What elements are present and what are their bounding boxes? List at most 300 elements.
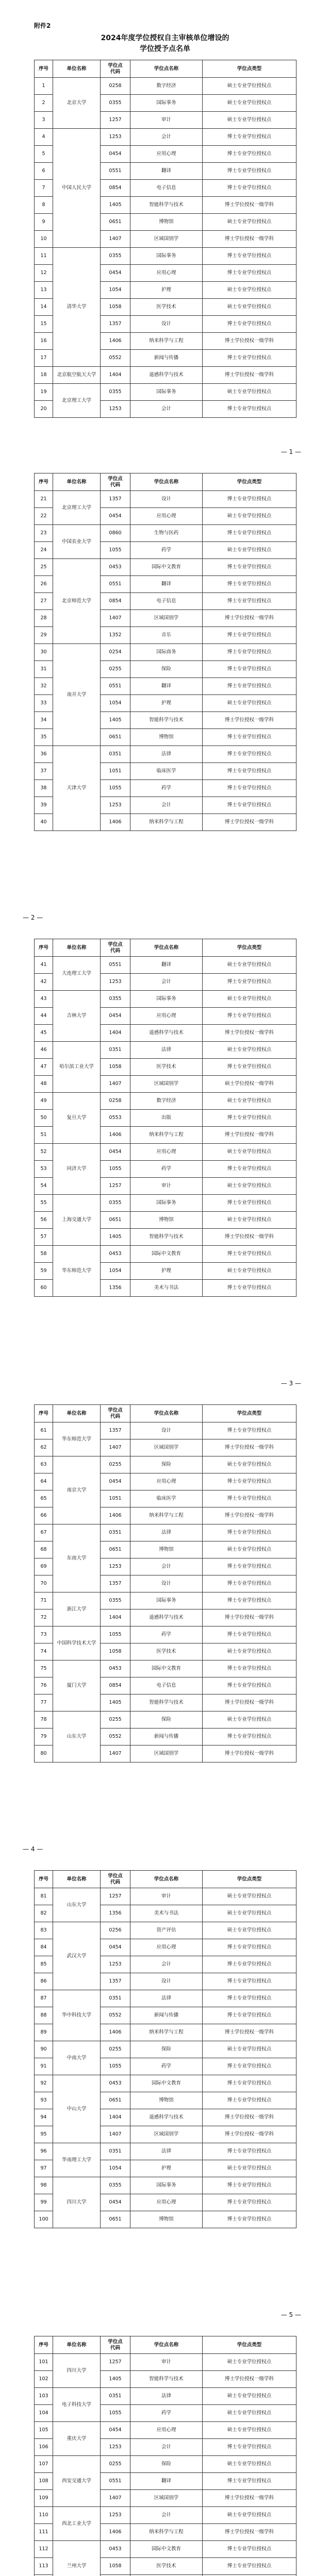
degree-name: 美术与书法 <box>130 1280 203 1297</box>
table-row <box>35 1524 296 1541</box>
row-number: 44 <box>35 1008 53 1025</box>
degree-name: 电子信息 <box>130 1677 203 1694</box>
degree-type: 硕士专业学位授权点 <box>203 1144 296 1161</box>
degree-type: 博士专业学位授权点 <box>203 1973 296 1990</box>
degree-type: 硕士专业学位授权点 <box>203 695 296 712</box>
row-number: 52 <box>35 1144 53 1161</box>
table-header <box>35 2336 296 2354</box>
degree-type: 硕士专业学位授权点 <box>203 508 296 525</box>
row-number: 112 <box>35 2541 53 2558</box>
degree-code: 0552 <box>101 350 130 367</box>
degree-code: 1404 <box>101 1025 130 1042</box>
unit-name: 华南理工大学 <box>53 2143 101 2177</box>
row-number: 27 <box>35 593 53 610</box>
table-row <box>35 2354 296 2371</box>
degree-code: 1054 <box>101 2160 130 2177</box>
unit-name: 华东师范大学 <box>53 1246 101 1297</box>
document-page <box>0 2329 330 2576</box>
table-row <box>35 1990 296 2007</box>
row-number: 60 <box>35 1280 53 1297</box>
header-name <box>130 939 203 957</box>
degree-name: 国际事务 <box>130 991 203 1008</box>
row-number: 4 <box>35 129 53 146</box>
degree-type: 硕士专业学位授权点 <box>203 2388 296 2405</box>
attachment-label: 附件2 <box>34 22 51 29</box>
degree-code: 0651 <box>101 214 130 231</box>
row-number: 82 <box>35 1905 53 1922</box>
degree-name: 会计 <box>130 401 203 418</box>
degree-name: 设计 <box>130 1575 203 1592</box>
row-number: 83 <box>35 1922 53 1939</box>
degree-type: 博士专业学位授权点 <box>203 1728 296 1745</box>
degree-code: 0351 <box>101 1990 130 2007</box>
degree-name: 审计 <box>130 1178 203 1195</box>
degree-name: 应用心理 <box>130 1473 203 1490</box>
row-number: 39 <box>35 797 53 814</box>
row-number: 19 <box>35 384 53 401</box>
degree-code: 0552 <box>101 1728 130 1745</box>
document-page <box>0 931 330 1397</box>
header-label: 序号 <box>38 1410 48 1416</box>
unit-name: 重庆大学 <box>53 2422 101 2456</box>
degree-code: 1253 <box>101 2507 130 2524</box>
table-header-row <box>35 939 296 957</box>
degree-code: 0551 <box>101 163 130 180</box>
degree-type: 博士学位授权一级学科 <box>203 1127 296 1144</box>
degree-type: 博士专业学位授权点 <box>203 1473 296 1490</box>
degree-code: 1357 <box>101 491 130 508</box>
row-number: 41 <box>35 957 53 974</box>
table-row <box>35 491 296 508</box>
row-number: 26 <box>35 576 53 593</box>
degree-name: 药学 <box>130 2405 203 2422</box>
degree-type: 博士专业学位授权点 <box>203 525 296 542</box>
degree-type: 博士专业学位授权点 <box>203 2092 296 2109</box>
row-number: 111 <box>35 2524 53 2541</box>
degree-type: 博士专业学位授权点 <box>203 401 296 418</box>
degree-name: 音乐 <box>130 627 203 644</box>
degree-code: 1406 <box>101 1127 130 1144</box>
degree-name: 数字经济 <box>130 78 203 95</box>
degree-name: 国际中文教育 <box>130 2075 203 2092</box>
degree-name: 法律 <box>130 2388 203 2405</box>
degree-type: 硕士专业学位授权点 <box>203 957 296 974</box>
degree-type: 博士专业学位授权点 <box>203 248 296 265</box>
row-number: 20 <box>35 401 53 418</box>
header-label: 学位点类型 <box>237 944 262 951</box>
degree-code: 0355 <box>101 95 130 112</box>
degree-name: 会计 <box>130 797 203 814</box>
row-number: 40 <box>35 814 53 831</box>
table-row <box>35 129 296 146</box>
header-label: 学位点名称 <box>154 2342 179 2348</box>
unit-name: 西安交通大学 <box>53 2456 101 2507</box>
row-number: 3 <box>35 112 53 129</box>
degree-code: 0355 <box>101 1195 130 1212</box>
degree-code: 1054 <box>101 1263 130 1280</box>
degree-name: 应用心理 <box>130 1939 203 1956</box>
degree-code: 1407 <box>101 2126 130 2143</box>
row-number: 61 <box>35 1422 53 1439</box>
table-row <box>35 2456 296 2473</box>
degree-name: 应用心理 <box>130 146 203 163</box>
table-header-row <box>35 2336 296 2354</box>
degree-code: 0651 <box>101 1212 130 1229</box>
degree-code: 1406 <box>101 1507 130 1524</box>
degree-type: 博士专业学位授权点 <box>203 797 296 814</box>
degree-type: 硕士专业学位授权点 <box>203 1042 296 1059</box>
degree-name: 国际事务 <box>130 1592 203 1609</box>
degree-code: 1054 <box>101 282 130 299</box>
header-label: 序号 <box>38 479 48 485</box>
row-number: 57 <box>35 1229 53 1246</box>
row-number: 97 <box>35 2160 53 2177</box>
degree-code: 0553 <box>101 1110 130 1127</box>
degree-type: 硕士专业学位授权点 <box>203 1178 296 1195</box>
degree-code: 1051 <box>101 763 130 780</box>
degree-name: 应用心理 <box>130 2422 203 2439</box>
degree-type: 硕士专业学位授权点 <box>203 542 296 559</box>
header-name <box>130 2336 203 2354</box>
degree-code: 0454 <box>101 1939 130 1956</box>
degree-name: 药学 <box>130 1626 203 1643</box>
row-number: 34 <box>35 712 53 729</box>
degree-name: 翻译 <box>130 163 203 180</box>
header-unit <box>53 2336 101 2354</box>
degree-code: 1407 <box>101 610 130 627</box>
degree-name: 会计 <box>130 974 203 991</box>
table-row <box>35 248 296 265</box>
degree-code: 0355 <box>101 384 130 401</box>
table-row <box>35 1626 296 1643</box>
degree-type: 硕士专业学位授权点 <box>203 2507 296 2524</box>
header-label: 学位点名称 <box>154 1410 179 1416</box>
unit-name: 中南大学 <box>53 2041 101 2075</box>
degree-type: 博士专业学位授权点 <box>203 1524 296 1541</box>
header-no <box>35 1405 53 1422</box>
row-number: 98 <box>35 2177 53 2194</box>
unit-name: 大连理工大学 <box>53 957 101 991</box>
degree-type: 博士学位授权一级学科 <box>203 814 296 831</box>
unit-name: 四川大学 <box>53 2354 101 2388</box>
table-row <box>35 1922 296 1939</box>
table-row <box>35 1042 296 1059</box>
degree-name: 保险 <box>130 2456 203 2473</box>
degree-name: 电子信息 <box>130 180 203 197</box>
degree-name: 翻译 <box>130 957 203 974</box>
degree-code: 1253 <box>101 1956 130 1973</box>
header-no <box>35 2336 53 2354</box>
row-number: 50 <box>35 1110 53 1127</box>
degree-type: 硕士专业学位授权点 <box>203 2160 296 2177</box>
row-number: 75 <box>35 1660 53 1677</box>
degree-code: 1257 <box>101 2354 130 2371</box>
degree-table <box>34 1404 296 1762</box>
degree-code: 0351 <box>101 1524 130 1541</box>
degree-name: 临床医学 <box>130 763 203 780</box>
degree-type: 博士专业学位授权点 <box>203 1660 296 1677</box>
table-body <box>35 957 296 1297</box>
table-body <box>35 491 296 831</box>
degree-type: 博士专业学位授权点 <box>203 1939 296 1956</box>
degree-type: 博士专业学位授权点 <box>203 1161 296 1178</box>
degree-code: 0854 <box>101 1677 130 1694</box>
degree-type: 博士学位授权一级学科 <box>203 333 296 350</box>
degree-name: 新闻与传播 <box>130 2007 203 2024</box>
degree-code: 1253 <box>101 974 130 991</box>
row-number: 104 <box>35 2405 53 2422</box>
degree-name: 设计 <box>130 491 203 508</box>
degree-type: 博士学位授权一级学科 <box>203 1439 296 1456</box>
row-number: 51 <box>35 1127 53 1144</box>
degree-type: 博士专业学位授权点 <box>203 129 296 146</box>
degree-type: 硕士专业学位授权点 <box>203 2422 296 2439</box>
degree-type: 硕士专业学位授权点 <box>203 1263 296 1280</box>
row-number: 28 <box>35 610 53 627</box>
degree-name: 应用心理 <box>130 1008 203 1025</box>
degree-name: 智能科学与技术 <box>130 197 203 214</box>
table-row <box>35 1422 296 1439</box>
degree-name: 纳米科学与工程 <box>130 333 203 350</box>
unit-name: 山东大学 <box>53 1711 101 1762</box>
row-number: 65 <box>35 1490 53 1507</box>
degree-name: 区域国别学 <box>130 2490 203 2507</box>
degree-type: 博士专业学位授权点 <box>203 2007 296 2024</box>
table-row <box>35 2541 296 2558</box>
degree-type: 博士学位授权一级学科 <box>203 1507 296 1524</box>
degree-code: 1058 <box>101 299 130 316</box>
unit-name: 复旦大学 <box>53 1093 101 1144</box>
degree-name: 翻译 <box>130 2473 203 2490</box>
degree-type: 博士专业学位授权点 <box>203 1990 296 2007</box>
unit-name: 中国农业大学 <box>53 525 101 559</box>
degree-name: 国际中文教育 <box>130 1246 203 1263</box>
header-name <box>130 473 203 491</box>
header-label: 学位点类型 <box>237 1410 262 1416</box>
degree-code: 1352 <box>101 627 130 644</box>
degree-name: 遥感科学与技术 <box>130 367 203 384</box>
degree-type: 博士学位授权一级学科 <box>203 610 296 627</box>
degree-code: 0351 <box>101 2143 130 2160</box>
degree-name: 智能科学与技术 <box>130 2371 203 2388</box>
unit-name: 西北工业大学 <box>53 2507 101 2541</box>
table-row <box>35 2177 296 2194</box>
row-number: 108 <box>35 2473 53 2490</box>
degree-name: 临床医学 <box>130 1490 203 1507</box>
table-row <box>35 1888 296 1905</box>
degree-name: 医学技术 <box>130 299 203 316</box>
unit-name: 华东师范大学 <box>53 1422 101 1456</box>
header-label: 单位名称 <box>67 1410 87 1416</box>
degree-code: 1257 <box>101 1888 130 1905</box>
degree-type: 博士专业学位授权点 <box>203 729 296 746</box>
header-label: 学位点类型 <box>237 1876 262 1882</box>
header-type <box>203 60 296 78</box>
row-number: 95 <box>35 2126 53 2143</box>
document-page <box>0 466 330 931</box>
degree-code: 1405 <box>101 2371 130 2388</box>
row-number: 25 <box>35 559 53 576</box>
row-number: 6 <box>35 163 53 180</box>
degree-name: 智能科学与技术 <box>130 1229 203 1246</box>
degree-name: 医学技术 <box>130 2558 203 2575</box>
degree-name: 纳米科学与工程 <box>130 814 203 831</box>
header-unit <box>53 473 101 491</box>
row-number: 62 <box>35 1439 53 1456</box>
row-number: 55 <box>35 1195 53 1212</box>
degree-code: 1253 <box>101 401 130 418</box>
degree-name: 区域国别学 <box>130 610 203 627</box>
degree-type: 硕士专业学位授权点 <box>203 1541 296 1558</box>
degree-code: 1405 <box>101 1694 130 1711</box>
header-label: 单位名称 <box>67 944 87 951</box>
header-label: 学位点类型 <box>237 479 262 485</box>
row-number: 15 <box>35 316 53 333</box>
degree-code: 1404 <box>101 2109 130 2126</box>
degree-code: 1253 <box>101 2439 130 2456</box>
degree-type: 博士学位授权一级学科 <box>203 1694 296 1711</box>
table-row <box>35 1592 296 1609</box>
degree-type: 硕士专业学位授权点 <box>203 991 296 1008</box>
header-label: 学位点类型 <box>237 65 262 72</box>
degree-table <box>34 1870 296 2228</box>
degree-type: 博士专业学位授权点 <box>203 2541 296 2558</box>
row-number: 29 <box>35 627 53 644</box>
degree-code: 0255 <box>101 1711 130 1728</box>
degree-code: 1257 <box>101 112 130 129</box>
row-number: 49 <box>35 1093 53 1110</box>
header-label: 学位点代码 <box>108 1873 123 1885</box>
row-number: 91 <box>35 2058 53 2075</box>
degree-name: 纳米科学与工程 <box>130 2024 203 2041</box>
degree-code: 1406 <box>101 2524 130 2541</box>
degree-code: 1404 <box>101 367 130 384</box>
document-title-line-2: 学位授予点名单 <box>140 45 190 53</box>
degree-type: 博士专业学位授权点 <box>203 163 296 180</box>
table-body <box>35 1888 296 2228</box>
degree-type: 博士学位授权一级学科 <box>203 231 296 248</box>
degree-name: 区域国别学 <box>130 1745 203 1762</box>
degree-type: 博士专业学位授权点 <box>203 2075 296 2092</box>
degree-name: 资产评估 <box>130 1922 203 1939</box>
degree-name: 法律 <box>130 2143 203 2160</box>
degree-type: 硕士专业学位授权点 <box>203 2456 296 2473</box>
degree-type: 硕士学位授权一级学科 <box>203 1076 296 1093</box>
degree-name: 出版 <box>130 1110 203 1127</box>
table-header-row <box>35 60 296 78</box>
degree-type: 博士学位授权一级学科 <box>203 197 296 214</box>
table-row <box>35 559 296 576</box>
degree-table <box>34 473 296 831</box>
row-number: 8 <box>35 197 53 214</box>
degree-name: 保险 <box>130 1456 203 1473</box>
degree-type: 博士专业学位授权点 <box>203 491 296 508</box>
row-number: 102 <box>35 2371 53 2388</box>
degree-name: 保险 <box>130 1711 203 1728</box>
row-number: 77 <box>35 1694 53 1711</box>
degree-name: 博物馆 <box>130 1541 203 1558</box>
row-number: 110 <box>35 2507 53 2524</box>
table-row <box>35 2422 296 2439</box>
degree-code: 1405 <box>101 197 130 214</box>
degree-type: 博士学位授权一级学科 <box>203 1025 296 1042</box>
table-body <box>35 2354 296 2576</box>
degree-code: 1058 <box>101 2558 130 2575</box>
unit-name: 北京理工大学 <box>53 384 101 418</box>
unit-name: 中国人民大学 <box>53 129 101 248</box>
degree-name: 国际事务 <box>130 1195 203 1212</box>
degree-name: 博物馆 <box>130 729 203 746</box>
row-number: 86 <box>35 1973 53 1990</box>
degree-name: 翻译 <box>130 678 203 695</box>
unit-name: 东南大学 <box>53 1524 101 1592</box>
degree-name: 电子信息 <box>130 593 203 610</box>
row-number: 23 <box>35 525 53 542</box>
degree-name: 智能科学与技术 <box>130 1694 203 1711</box>
header-label: 序号 <box>38 1876 48 1882</box>
degree-type: 博士学位授权一级学科 <box>203 2109 296 2126</box>
table-row <box>35 957 296 974</box>
row-number: 42 <box>35 974 53 991</box>
page-number: — 3 — <box>280 1380 301 1387</box>
row-number: 5 <box>35 146 53 163</box>
row-number: 68 <box>35 1541 53 1558</box>
header-label: 序号 <box>38 65 48 72</box>
degree-type: 博士专业学位授权点 <box>203 1592 296 1609</box>
degree-name: 护理 <box>130 695 203 712</box>
degree-code: 0651 <box>101 2211 130 2228</box>
header-unit <box>53 1871 101 1888</box>
degree-type: 博士专业学位授权点 <box>203 2558 296 2575</box>
table-row <box>35 367 296 384</box>
header-label: 学位点代码 <box>108 476 123 488</box>
degree-type: 博士学位授权一级学科 <box>203 2524 296 2541</box>
degree-name: 会计 <box>130 1956 203 1973</box>
header-no <box>35 60 53 78</box>
row-number: 16 <box>35 333 53 350</box>
row-number: 96 <box>35 2143 53 2160</box>
header-name <box>130 60 203 78</box>
unit-name: 南开大学 <box>53 644 101 746</box>
unit-name: 吉林大学 <box>53 991 101 1042</box>
row-number: 14 <box>35 299 53 316</box>
degree-type: 硕士专业学位授权点 <box>203 78 296 95</box>
degree-type: 博士专业学位授权点 <box>203 1677 296 1694</box>
degree-type: 博士专业学位授权点 <box>203 644 296 661</box>
degree-type: 博士学位授权一级学科 <box>203 2371 296 2388</box>
degree-name: 博物馆 <box>130 2092 203 2109</box>
degree-code: 0255 <box>101 2041 130 2058</box>
row-number: 37 <box>35 763 53 780</box>
degree-type: 硕士专业学位授权点 <box>203 112 296 129</box>
header-code <box>101 60 130 78</box>
degree-name: 智能科学与技术 <box>130 712 203 729</box>
degree-code: 0454 <box>101 2422 130 2439</box>
degree-code: 0551 <box>101 2473 130 2490</box>
degree-name: 法律 <box>130 1042 203 1059</box>
degree-type: 博士专业学位授权点 <box>203 576 296 593</box>
degree-table <box>34 60 296 418</box>
degree-type: 博士专业学位授权点 <box>203 1195 296 1212</box>
degree-code: 0453 <box>101 2541 130 2558</box>
degree-type: 博士学位授权一级学科 <box>203 2024 296 2041</box>
degree-type: 博士专业学位授权点 <box>203 1490 296 1507</box>
row-number: 107 <box>35 2456 53 2473</box>
degree-type: 博士学位授权一级学科 <box>203 2126 296 2143</box>
row-number: 85 <box>35 1956 53 1973</box>
row-number: 31 <box>35 661 53 678</box>
degree-name: 国际中文教育 <box>130 2541 203 2558</box>
